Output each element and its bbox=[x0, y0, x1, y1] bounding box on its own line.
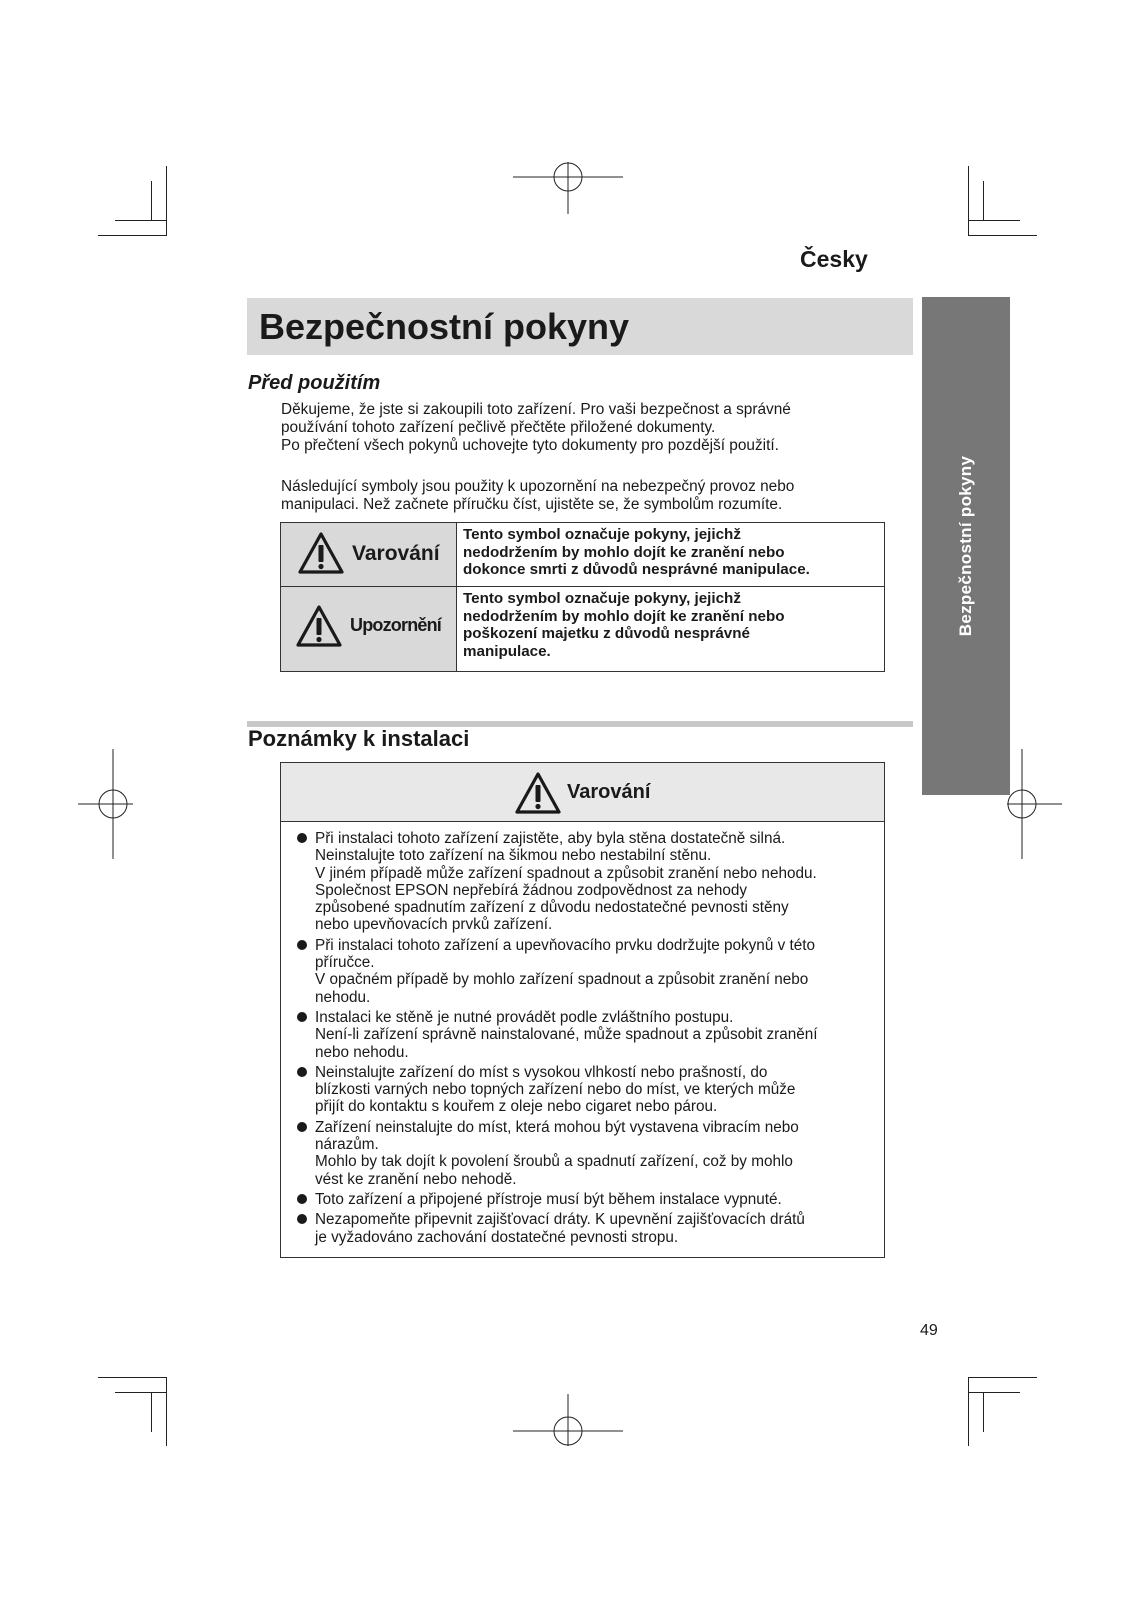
list-line: blízkosti varných nebo topných zařízení nebo do míst, ve kterých může bbox=[315, 1081, 796, 1099]
symbol-label-caution: Upozornění bbox=[350, 615, 441, 635]
list-line: nehodu. bbox=[315, 988, 371, 1006]
list-line: způsobené spadnutím zařízení z důvodu nedostatečné pevnosti stěny bbox=[315, 899, 789, 917]
list-item bbox=[315, 1064, 875, 1116]
list-line: nárazům. bbox=[315, 1136, 379, 1154]
description-line: manipulace. bbox=[463, 642, 551, 660]
list-item bbox=[315, 830, 875, 934]
list-line: Při instalaci tohoto zařízení a upevňovacího prvku dodržujte pokynů v této bbox=[315, 936, 815, 954]
list-line: přijít do kontaktu s kouřem z oleje nebo cigaret nebo párou. bbox=[315, 1098, 718, 1116]
list-line: Při instalaci tohoto zařízení zajistěte, aby byla stěna dostatečně silná. bbox=[315, 830, 786, 847]
side-tab-label: Bezpečnostní pokyny bbox=[956, 455, 975, 637]
list-line: Není-li zařízení správně nainstalované, může spadnout a způsobit zranění bbox=[315, 1026, 818, 1044]
list-line: V jiném případě může zařízení spadnout a způsobit zranění nebo nehodu. bbox=[315, 864, 817, 882]
description-line: nedodržením by mohlo dojít ke zranění nebo bbox=[463, 543, 785, 561]
symbols-paragraph bbox=[281, 478, 794, 514]
registration-mark-left bbox=[58, 749, 168, 859]
symbol-description-warning bbox=[463, 526, 883, 579]
registration-mark-top bbox=[513, 122, 623, 232]
description-line: nedodržením by mohlo dojít ke zranění nebo bbox=[463, 607, 785, 625]
page-title: Bezpečnostní pokyny bbox=[259, 306, 630, 347]
list-item bbox=[315, 1009, 875, 1061]
list-line: nebo nehodu. bbox=[315, 1043, 409, 1061]
warning-triangle-icon bbox=[295, 604, 343, 648]
list-line: V opačném případě by mohlo zařízení spadnout a způsobit zranění nebo bbox=[315, 971, 809, 989]
list-line: nebo upevňovacích prvků zařízení. bbox=[315, 916, 553, 934]
description-line: dokonce smrti z důvodů nesprávné manipulace. bbox=[463, 561, 810, 578]
section-heading-installation: Poznámky k instalaci bbox=[248, 726, 470, 751]
list-line: Instalaci ke stěně je nutné provádět podle zvláštního postupu. bbox=[315, 1008, 734, 1026]
list-item bbox=[315, 937, 875, 1006]
language-label: Česky bbox=[800, 246, 868, 272]
list-item bbox=[315, 1119, 875, 1188]
symbols-line: Následující symboly jsou použity k upozornění na nebezpečný provoz nebo bbox=[281, 478, 795, 495]
registration-mark-bottom bbox=[513, 1376, 623, 1486]
description-line: Tento symbol označuje pokyny, jejichž bbox=[463, 590, 741, 607]
symbol-description-caution bbox=[463, 590, 883, 660]
symbol-label-warning: Varování bbox=[352, 542, 440, 565]
symbol-row-caution bbox=[281, 587, 884, 671]
list-line: je vyžadováno zachování dostatečné pevnosti stropu. bbox=[315, 1228, 679, 1246]
warning-header-label: Varování bbox=[567, 781, 651, 803]
list-item bbox=[315, 1211, 875, 1246]
warning-triangle-icon bbox=[297, 531, 345, 575]
section-heading-before-use: Před použitím bbox=[248, 372, 381, 394]
list-line: Zařízení neinstalujte do míst, která mohou být vystavena vibracím nebo bbox=[315, 1118, 799, 1136]
page-title-bar bbox=[247, 298, 913, 355]
list-line: Mohlo by tak dojít k povolení šroubů a spadnutí zařízení, což by mohlo bbox=[315, 1153, 793, 1171]
intro-line: Po přečtení všech pokynů uchovejte tyto dokumenty pro pozdější použití. bbox=[281, 437, 779, 454]
page-number: 49 bbox=[920, 1322, 938, 1339]
list-line: příručce. bbox=[315, 954, 375, 972]
symbols-line: manipulaci. Než začnete příručku číst, ujistěte se, že symbolům rozumíte. bbox=[281, 496, 783, 513]
list-line: vést ke zranění nebo nehodě. bbox=[315, 1170, 517, 1188]
warning-header bbox=[281, 763, 884, 822]
symbol-cell bbox=[281, 523, 457, 586]
list-line: Toto zařízení a připojené přístroje musí být během instalace vypnuté. bbox=[315, 1190, 782, 1208]
installation-warning-box bbox=[280, 762, 885, 1258]
side-tab bbox=[922, 297, 1010, 795]
intro-paragraph bbox=[281, 401, 791, 455]
list-line: Nezapomeňte připevnit zajišťovací dráty. K upevnění zajišťovacích drátů bbox=[315, 1211, 805, 1229]
list-line: Neinstalujte toto zařízení na šikmou nebo nestabilní stěnu. bbox=[315, 847, 712, 865]
symbol-row-warning bbox=[281, 523, 884, 587]
description-line: poškození majetku z důvodů nesprávné bbox=[463, 625, 750, 642]
warning-triangle-icon bbox=[514, 771, 562, 815]
intro-line: používání tohoto zařízení pečlivě přečtěte přiložené dokumenty. bbox=[281, 419, 716, 436]
list-line: Neinstalujte zařízení do míst s vysokou vlhkostí nebo prašností, do bbox=[315, 1063, 768, 1081]
symbol-table bbox=[280, 522, 885, 672]
symbol-cell bbox=[281, 587, 457, 671]
intro-line: Děkujeme, že jste si zakoupili toto zařízení. Pro vaši bezpečnost a správné bbox=[281, 401, 791, 418]
list-item bbox=[315, 1191, 875, 1208]
installation-notes-list bbox=[315, 830, 875, 1249]
list-line: Společnost EPSON nepřebírá žádnou zodpovědnost za nehody bbox=[315, 881, 748, 899]
description-line: Tento symbol označuje pokyny, jejichž bbox=[463, 526, 741, 543]
